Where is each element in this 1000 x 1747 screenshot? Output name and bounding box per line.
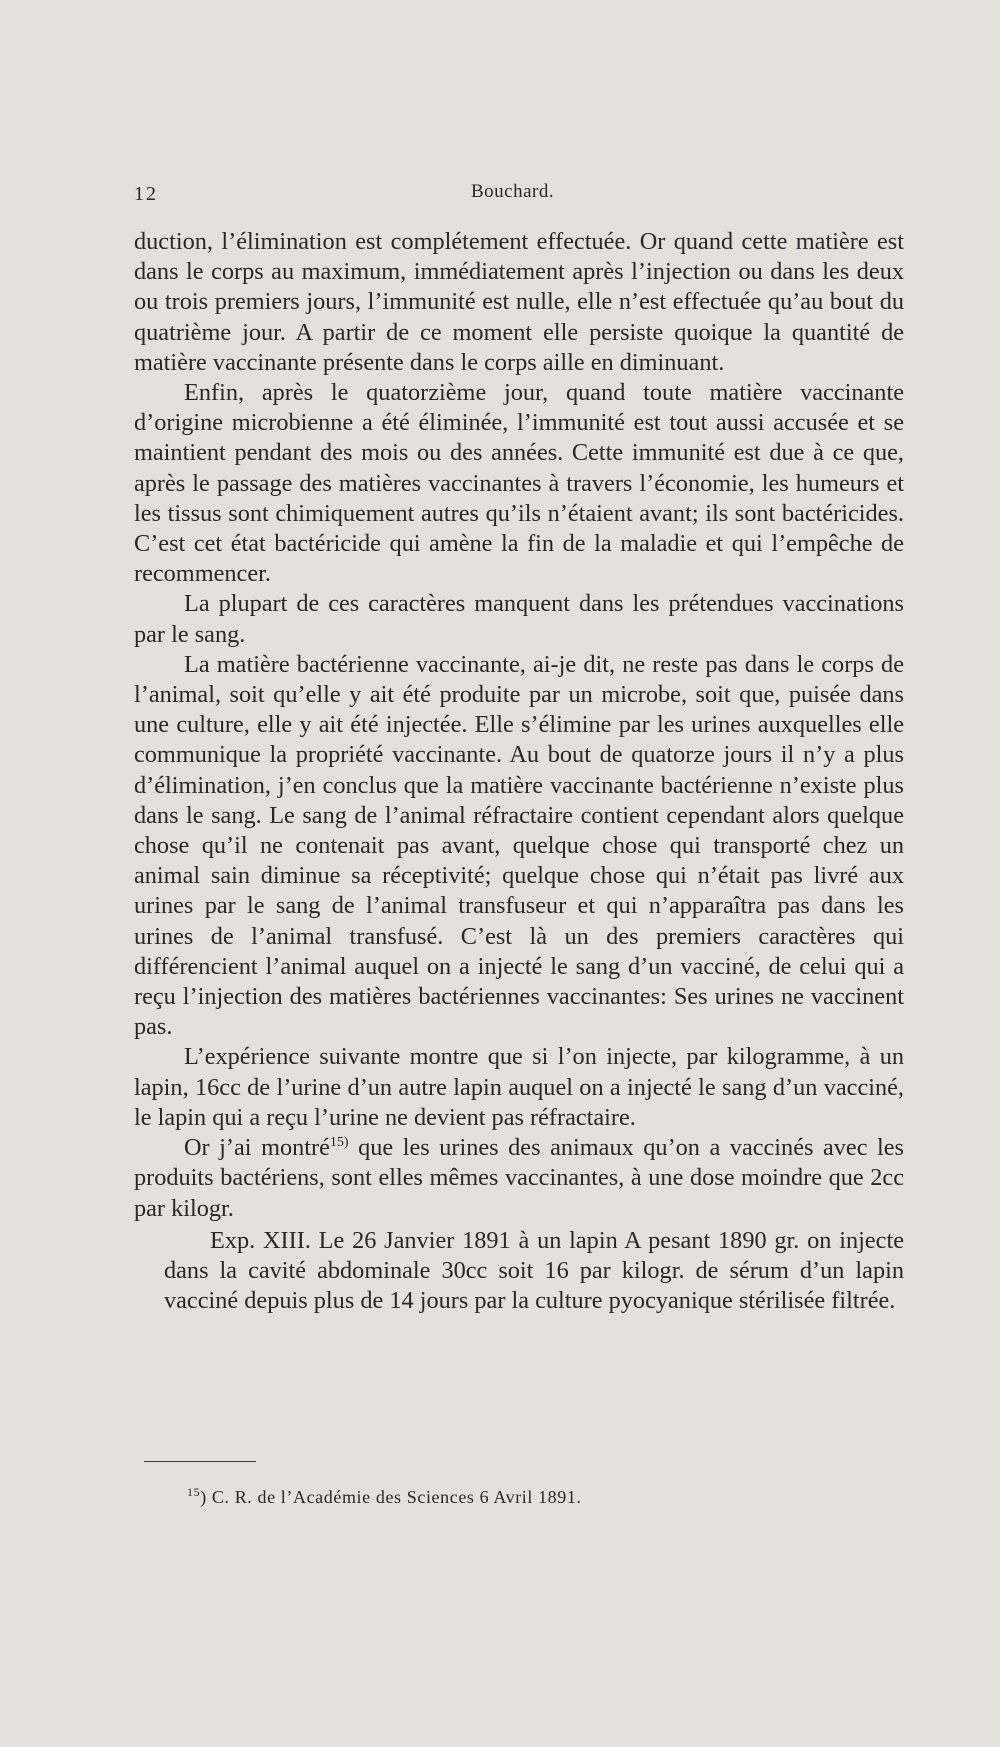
running-head: Bouchard. — [471, 181, 555, 202]
paragraph-note-reference — [134, 1133, 904, 1224]
paragraph-experiment-xiii: Exp. XIII. Le 26 Janvier 1891 à un lapin A pesant 1890 gr. on injecte dans la cavité abdominale 30cc soit 16 par kilogr. de sérum d’un lapin vacciné depuis plus de 14 jours par la culture pyocyanique stérilisée filtrée. — [164, 1226, 904, 1315]
paragraph-vaccinations-blood: La plupart de ces caractères manquent dans les prétendues vaccinations par le sang. — [134, 590, 904, 648]
paragraph-immunity: Enfin, après le quatorzième jour, quand toute matière vaccinante d’origine microbienne a été éliminée, l’immunité est tout aussi accusée et se maintient pendant des mois ou des années. Cette immunité est due à ce que, après le passage des matières vaccinantes à travers l’économie, les humeurs et les tissus sont chimiquement autres qu’ils n’étaient avant; ils sont bactéricides. C’est cet état bactéricide qui amène la fin de la maladie et qui l’empêche de recommencer. — [134, 379, 904, 588]
footnote-marker: 15 — [187, 1485, 201, 1499]
paragraph-text: Or j’ai montré — [184, 1134, 330, 1162]
paragraph-continuation: duction, l’élimination est complétement effectuée. Or quand cette matière est dans le corps au maximum, immédiatement après l’injection ou dans les deux ou trois premiers jours, l’immunité est nulle, elle n’est effectuée qu’au bout du quatrième jour. A partir de ce moment elle persiste quoique la quantité de matière vaccinante présente dans le corps aille en diminuant. — [134, 228, 904, 376]
paragraph-experiment-urine: L’expérience suivante montre que si l’on injecte, par kilogramme, à un lapin, 16cc de l’urine d’un autre lapin auquel on a injecté le sang d’un vacciné, le lapin qui a reçu l’urine ne devient pas réfractaire. — [134, 1043, 904, 1131]
page-header — [134, 181, 834, 211]
footnote-divider — [144, 1461, 256, 1462]
footnote-reference: 15) — [329, 1135, 349, 1151]
paragraph-text: que les urines des animaux qu’on a vaccinés avec les produits bactériens, sont elles mêmes vaccinantes, à une dose moindre que 2cc par kilogr. — [134, 1134, 905, 1222]
page-number: 12 — [134, 183, 158, 205]
paragraph-bacterial-matter: La matière bactérienne vaccinante, ai-je dit, ne reste pas dans le corps de l’animal, soit qu’elle y ait été produite par un microbe, soit que, puisée dans une culture, elle y ait été injectée. Elle s’élimine par les urines auxquelles elle communique la propriété vaccinante. Au bout de quatorze jours il n’y a plus d’élimination, j’en conclus que la matière vaccinante bactérienne n’existe plus dans le sang. Le sang de l’animal réfractaire contient cependant alors quelque chose qu’il ne contenait pas avant, quelque chose qui transporté chez un animal sain diminue sa réceptivité; quelque chose qui n’était pas livré aux urines par le sang de l’animal transfuseur et qui n’apparaîtra pas dans les urines de l’animal transfusé. C’est là un des premiers caractères qui différencient l’animal auquel on a injecté le sang d’un vacciné, de celui qui a reçu l’injection des matières bactériennes vaccinantes: Ses urines ne vaccinent pas. — [134, 650, 904, 1041]
footnote-text: ) C. R. de l’Académie des Sciences 6 Avril 1891. — [200, 1487, 582, 1507]
body-text — [134, 227, 904, 1316]
footnote — [187, 1487, 582, 1508]
